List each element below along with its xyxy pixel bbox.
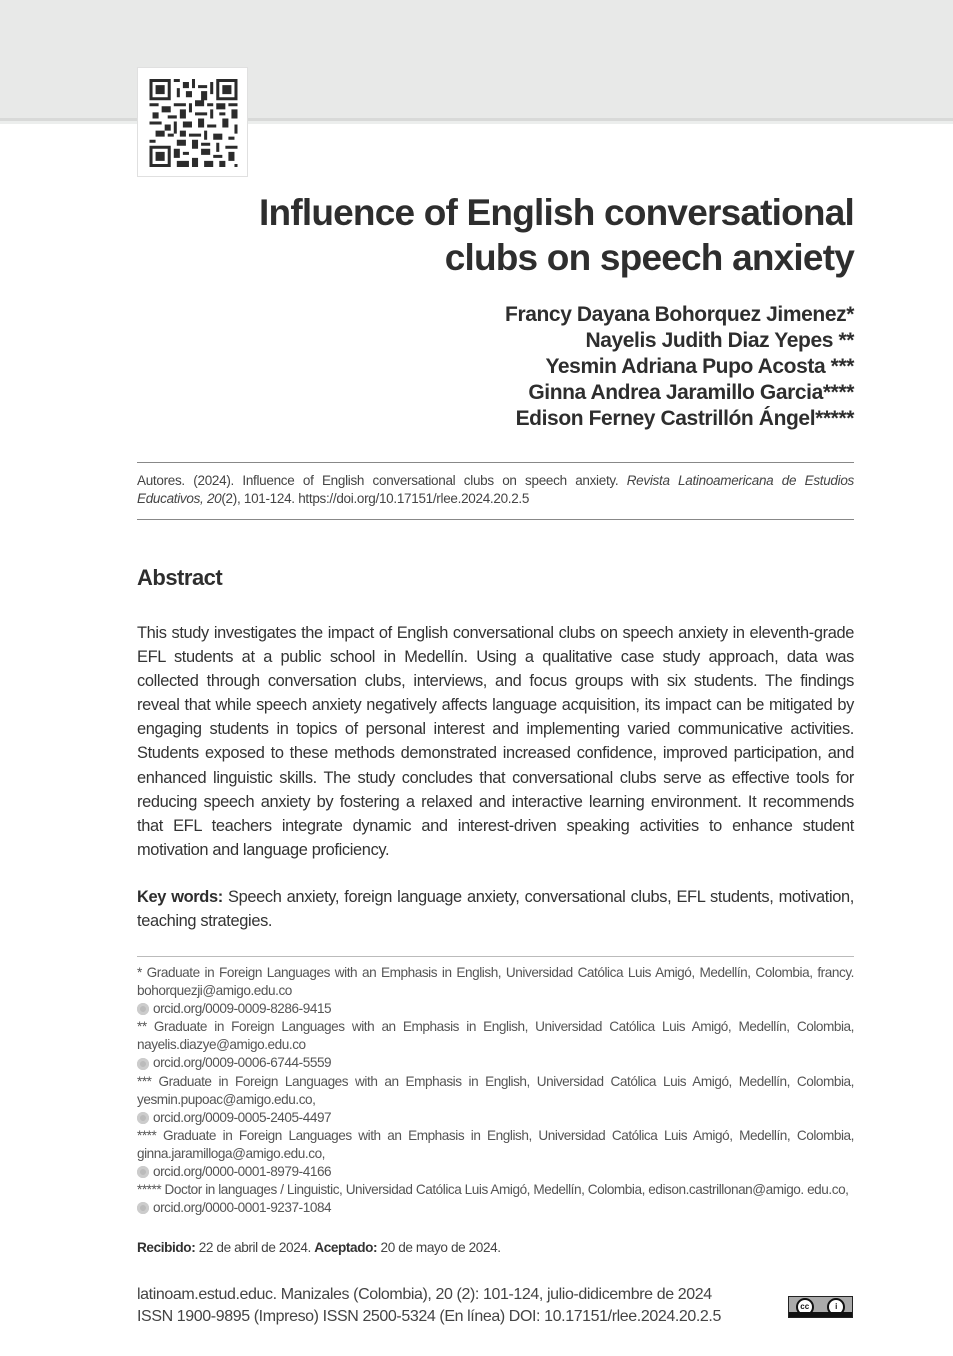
cc-by-icon[interactable] [788,1296,853,1318]
orcid-icon [137,1166,149,1178]
abstract-heading: Abstract [137,565,223,590]
cc-icon: cc [796,1298,814,1316]
footnote: * Graduate in Foreign Languages with an Emphasis in English, Universidad Católica Luis Amigó, Medellín, Colombia, francy. bohorquezji@amigo.edu.co [137,965,854,999]
orcid-text[interactable]: orcid.org/0000-0001-8979-4166 [153,1164,332,1180]
citation-journal: Revista Latinoamericana de Estudios Educativos, 20 [137,473,854,506]
footnote: **** Graduate in Foreign Languages with an Emphasis in English, Universidad Católica Luis Amigó, Medellín, Colombia, ginna.jaramilloga@amigo.edu.co, [137,1127,854,1161]
orcid-icon [137,1058,149,1070]
received-date: 22 de abril de 2024. [195,1240,315,1255]
accepted-date: 20 de mayo de 2024. [377,1240,501,1255]
divider [137,519,854,520]
keywords-label: Key words: [137,888,223,906]
divider [137,462,854,463]
article-title [234,190,854,280]
attribution-icon: i [827,1298,845,1316]
footnote: ** Graduate in Foreign Languages with an Emphasis in English, Universidad Católica Luis Amigó, Medellín, Colombia, nayelis.diazye@amigo.edu.co [137,1019,854,1053]
author-list [505,302,854,432]
citation-suffix[interactable]: (2), 101-124. https://doi.org/10.17151/rlee.2024.20.2.5 [221,491,530,506]
footnote-divider [137,956,854,957]
qr-code[interactable] [137,67,248,177]
orcid-icon [137,1112,149,1124]
cc-by-strip [789,1312,852,1317]
footer-line-2: ISSN 1900-9895 (Impreso) ISSN 2500-5324 (En línea) DOI: 10.17151/rlee.2024.20.2.5 [137,1308,721,1325]
orcid-icon [137,1202,149,1214]
footer-line-1: latinoam.estud.educ. Manizales (Colombia), 20 (2): 101-124, julio-didicembre de 2024 [137,1286,712,1303]
citation-prefix: Autores. (2024). Influence of English conversational clubs on speech anxiety. [137,473,627,488]
author-name: Francy Dayana Bohorquez Jimenez* [505,303,854,326]
citation [137,472,854,508]
qr-code-icon [149,79,238,167]
author-name: Nayelis Judith Diaz Yepes ** [585,329,854,352]
accepted-label: Aceptado: [314,1240,378,1255]
title-line-2: clubs on speech anxiety [444,237,854,278]
footnotes [137,964,854,1217]
author-name: Edison Ferney Castrillón Ángel***** [515,407,854,430]
orcid-text[interactable]: orcid.org/0009-0006-6744-5559 [153,1055,332,1071]
abstract-text: This study investigates the impact of English conversational clubs on speech anxiety in eleventh-grade EFL students at a public school in Medellín. Using a qualitative case study approach, data was collected through conversation clubs, interviews, and focus groups with six students. The findings reveal that while speech anxiety negatively affects language acquisition, its impact can be mitigated by engaging students in topics of personal interest and implementing varied communicative activities. Students exposed to these methods demonstrated increased confidence, improved participation, and enhanced linguistic skills. The study concludes that conversational clubs serve as effective tools for reducing speech anxiety by fostering a relaxed and interactive learning environment. It recommends that EFL teachers integrate dynamic and interest-driven speaking activities to enhance student motivation and language proficiency. [137,624,854,859]
orcid-link[interactable] [137,1109,854,1127]
footnote: *** Graduate in Foreign Languages with an Emphasis in English, Universidad Católica Luis Amigó, Medellín, Colombia, yesmin.pupoac@amigo.edu.co, [137,1073,854,1107]
received-accepted-dates [137,1240,501,1255]
keywords-text: Speech anxiety, foreign language anxiety, conversational clubs, EFL students, motivation, teaching strategies. [137,888,854,930]
orcid-text[interactable]: orcid.org/0000-0001-9237-1084 [153,1200,332,1216]
journal-footer [137,1284,721,1328]
received-label: Recibido: [137,1240,196,1255]
author-name: Yesmin Adriana Pupo Acosta *** [545,355,854,378]
orcid-link[interactable] [137,1054,854,1072]
footnote: ***** Doctor in languages / Linguistic, Universidad Católica Luis Amigó, Medellín, Colombia, edison.castrillonan@amigo. edu.co, [137,1182,849,1198]
title-line-1: Influence of English conversational [259,192,854,233]
orcid-link[interactable] [137,1000,854,1018]
orcid-link[interactable] [137,1163,854,1181]
orcid-link[interactable] [137,1199,854,1217]
author-name: Ginna Andrea Jaramillo Garcia**** [528,381,854,404]
orcid-text[interactable]: orcid.org/0009-0005-2405-4497 [153,1109,332,1125]
keywords [137,885,854,933]
orcid-icon [137,1003,149,1015]
orcid-text[interactable]: orcid.org/0009-0009-8286-9415 [153,1001,332,1017]
